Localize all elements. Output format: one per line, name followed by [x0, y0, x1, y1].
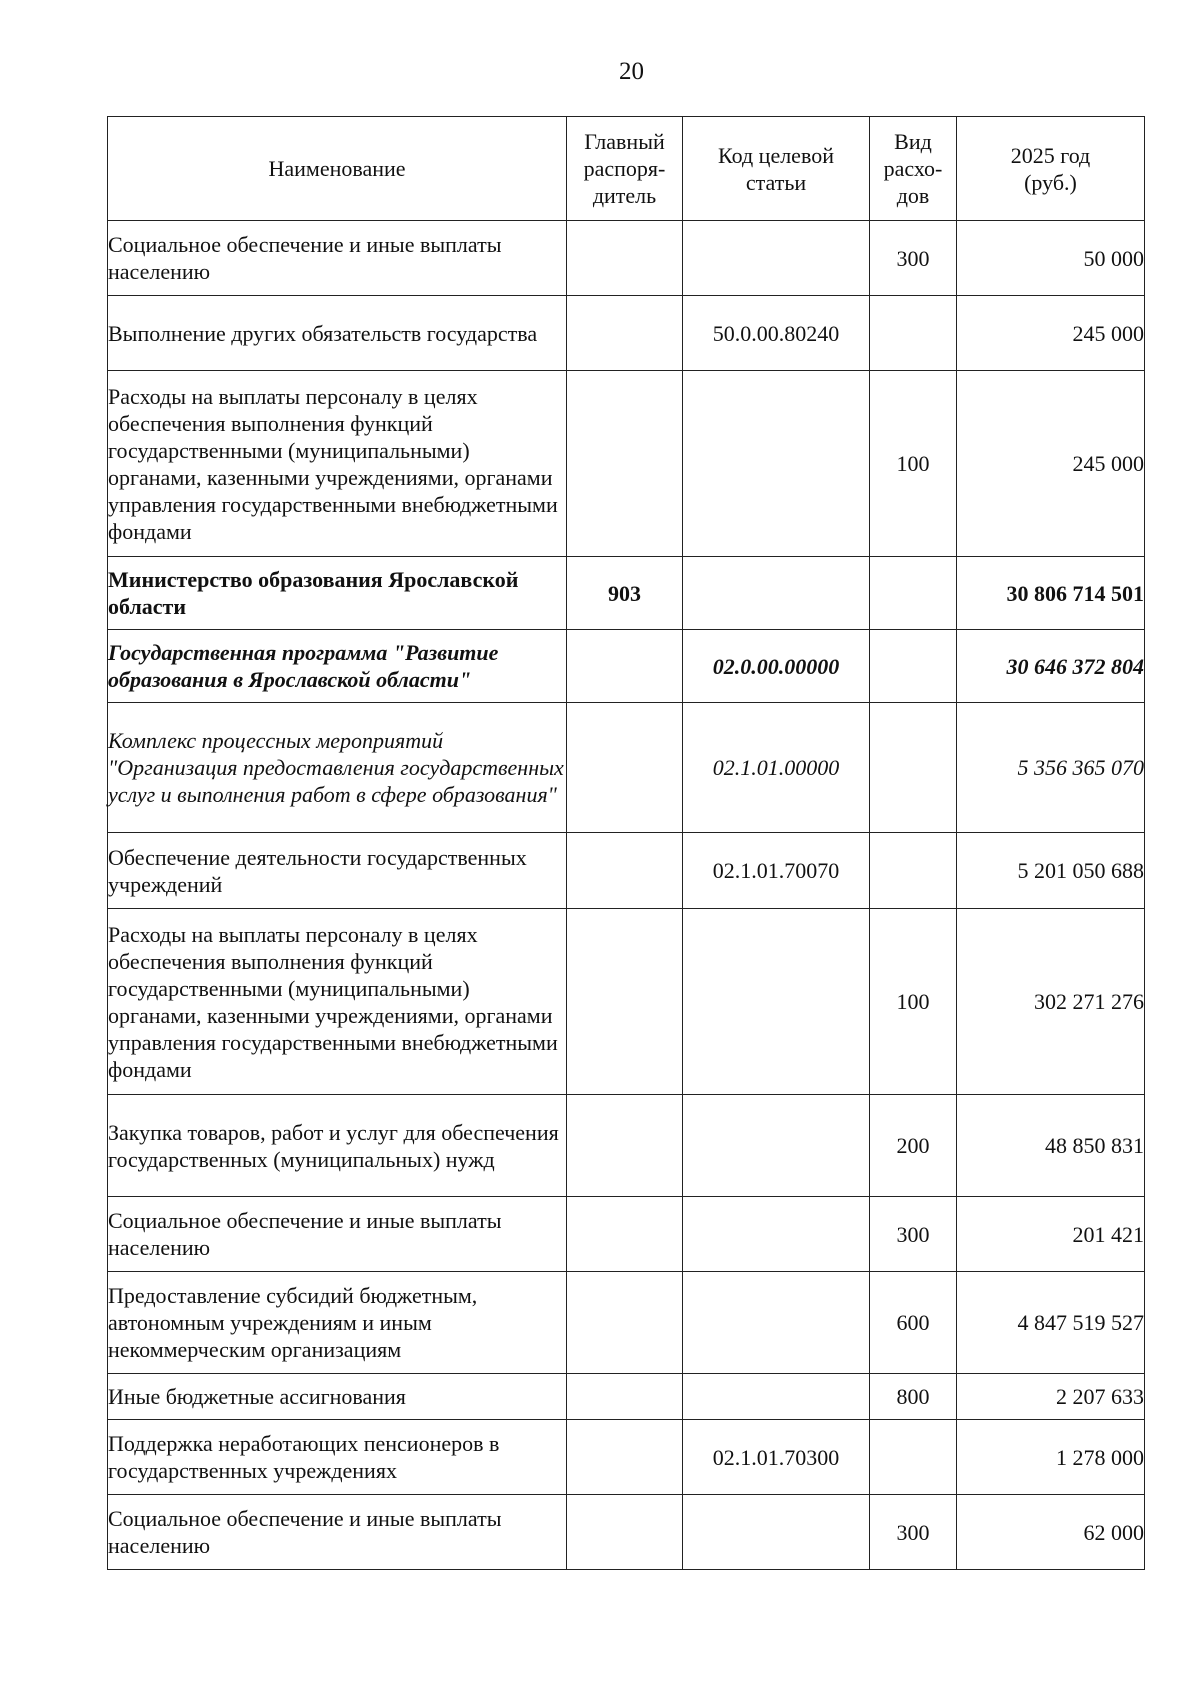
row-expense-type	[870, 703, 957, 833]
row-main-manager	[567, 1197, 683, 1272]
row-expense-type: 800	[870, 1374, 957, 1420]
row-main-manager	[567, 1272, 683, 1374]
row-main-manager	[567, 1374, 683, 1420]
row-main-manager	[567, 909, 683, 1095]
table-row	[108, 296, 1145, 371]
row-main-manager	[567, 1495, 683, 1570]
row-main-manager	[567, 833, 683, 909]
row-target-code: 02.1.01.70300	[683, 1420, 870, 1495]
table-row	[108, 1495, 1145, 1570]
row-expense-type	[870, 557, 957, 630]
row-sum: 245 000	[957, 296, 1145, 371]
row-target-code: 50.0.00.80240	[683, 296, 870, 371]
row-name: Министерство образования Ярославской области	[108, 557, 567, 630]
header-target-code	[683, 117, 870, 221]
row-sum: 201 421	[957, 1197, 1145, 1272]
table-row	[108, 909, 1145, 1095]
row-expense-type: 300	[870, 221, 957, 296]
row-target-code	[683, 909, 870, 1095]
header-name	[108, 117, 567, 221]
row-name: Расходы на выплаты персоналу в целях обеспечения выполнения функций государственными (муниципальными) органами, казенными учреждениями, органами управления государственными внебюджетными фондами	[108, 371, 567, 557]
row-target-code	[683, 221, 870, 296]
row-target-code: 02.1.01.70070	[683, 833, 870, 909]
row-main-manager: 903	[567, 557, 683, 630]
row-sum: 245 000	[957, 371, 1145, 557]
row-main-manager	[567, 221, 683, 296]
header-main-line1: Главный	[584, 129, 665, 154]
row-main-manager	[567, 296, 683, 371]
row-expense-type	[870, 630, 957, 703]
page-number: 20	[619, 58, 644, 85]
row-main-manager	[567, 371, 683, 557]
row-target-code	[683, 1095, 870, 1197]
row-sum: 1 278 000	[957, 1420, 1145, 1495]
row-name: Комплекс процессных мероприятий "Организация предоставления государственных услуг и выполнения работ в сфере образования"	[108, 703, 567, 833]
table-row	[108, 630, 1145, 703]
row-sum: 30 646 372 804	[957, 630, 1145, 703]
row-expense-type: 100	[870, 371, 957, 557]
header-sum-2025	[957, 117, 1145, 221]
row-sum: 50 000	[957, 221, 1145, 296]
row-target-code: 02.0.00.00000	[683, 630, 870, 703]
row-name: Иные бюджетные ассигнования	[108, 1374, 567, 1420]
row-name: Поддержка неработающих пенсионеров в государственных учреждениях	[108, 1420, 567, 1495]
header-main-line3: дитель	[592, 183, 657, 208]
row-target-code	[683, 1374, 870, 1420]
row-name: Предоставление субсидий бюджетным, автономным учреждениям и иным некоммерческим организациям	[108, 1272, 567, 1374]
row-target-code	[683, 1272, 870, 1374]
header-main-manager	[567, 117, 683, 221]
row-name: Обеспечение деятельности государственных учреждений	[108, 833, 567, 909]
row-expense-type: 100	[870, 909, 957, 1095]
row-expense-type	[870, 296, 957, 371]
table-row	[108, 1197, 1145, 1272]
table-row	[108, 1374, 1145, 1420]
row-sum: 4 847 519 527	[957, 1272, 1145, 1374]
header-name-text: Наименование	[268, 156, 406, 181]
table-row	[108, 1095, 1145, 1197]
row-target-code	[683, 1495, 870, 1570]
row-main-manager	[567, 703, 683, 833]
row-expense-type	[870, 833, 957, 909]
row-main-manager	[567, 630, 683, 703]
row-sum: 5 201 050 688	[957, 833, 1145, 909]
row-sum: 48 850 831	[957, 1095, 1145, 1197]
table-row	[108, 221, 1145, 296]
table-row	[108, 371, 1145, 557]
row-name: Социальное обеспечение и иные выплаты населению	[108, 1495, 567, 1570]
row-target-code: 02.1.01.00000	[683, 703, 870, 833]
header-type-line2: расхо-	[883, 156, 943, 181]
header-sum-line2: (руб.)	[1024, 169, 1077, 195]
row-expense-type: 600	[870, 1272, 957, 1374]
budget-table	[107, 116, 1145, 1570]
table-row	[108, 703, 1145, 833]
row-name: Социальное обеспечение и иные выплаты населению	[108, 1197, 567, 1272]
table-row	[108, 557, 1145, 630]
row-sum: 302 271 276	[957, 909, 1145, 1095]
table-row	[108, 1272, 1145, 1374]
row-expense-type: 300	[870, 1197, 957, 1272]
row-name: Социальное обеспечение и иные выплаты населению	[108, 221, 567, 296]
header-code-line1: Код целевой	[718, 142, 834, 168]
row-sum: 5 356 365 070	[957, 703, 1145, 833]
row-sum: 2 207 633	[957, 1374, 1145, 1420]
row-target-code	[683, 371, 870, 557]
table-header-row	[108, 117, 1145, 221]
row-target-code	[683, 557, 870, 630]
header-sum-line1: 2025 год	[1010, 142, 1091, 168]
row-name: Государственная программа "Развитие образования в Ярославской области"	[108, 630, 567, 703]
header-type-line3: дов	[896, 183, 930, 208]
header-expense-type	[870, 117, 957, 221]
row-main-manager	[567, 1095, 683, 1197]
row-name: Закупка товаров, работ и услуг для обеспечения государственных (муниципальных) нужд	[108, 1095, 567, 1197]
header-main-line2: распоря-	[583, 156, 666, 181]
header-type-line1: Вид	[894, 129, 932, 154]
row-name: Расходы на выплаты персоналу в целях обеспечения выполнения функций государственными (муниципальными) органами, казенными учреждениями, органами управления государственными внебюджетными фондами	[108, 909, 567, 1095]
row-expense-type: 200	[870, 1095, 957, 1197]
row-expense-type	[870, 1420, 957, 1495]
row-expense-type: 300	[870, 1495, 957, 1570]
row-sum: 30 806 714 501	[957, 557, 1145, 630]
table-row	[108, 833, 1145, 909]
row-main-manager	[567, 1420, 683, 1495]
row-sum: 62 000	[957, 1495, 1145, 1570]
table-row	[108, 1420, 1145, 1495]
header-code-line2: статьи	[745, 169, 807, 195]
row-name: Выполнение других обязательств государства	[108, 296, 567, 371]
row-target-code	[683, 1197, 870, 1272]
